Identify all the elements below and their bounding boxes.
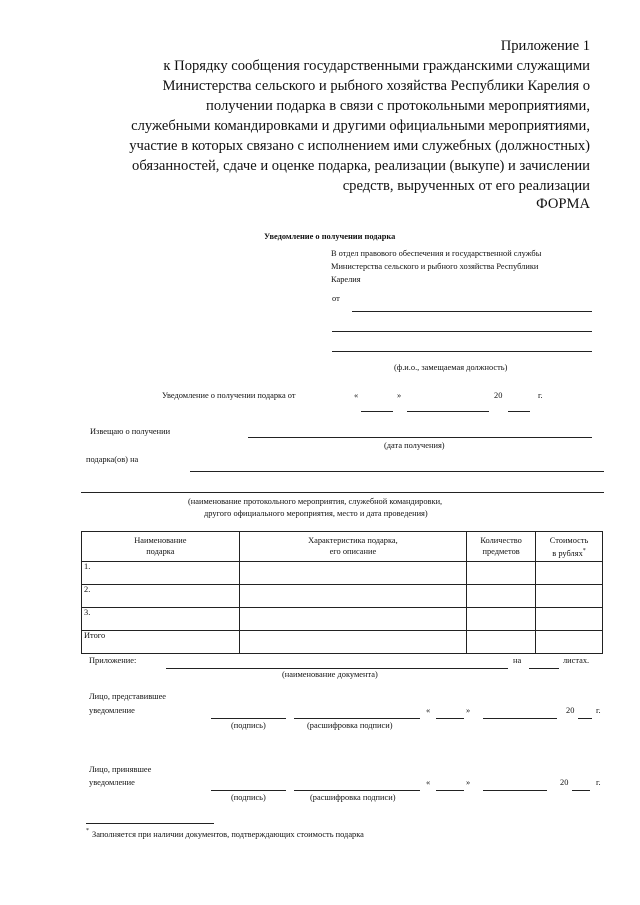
month-field[interactable] (483, 790, 547, 791)
on-label: на (513, 656, 522, 665)
footnote-mark: * (86, 828, 89, 834)
day-field[interactable] (436, 718, 464, 719)
quote-close: » (466, 706, 471, 715)
year-suffix: г. (538, 391, 543, 400)
header-line: Министерства сельского и рыбного хозяйства Республики Карелия о (162, 78, 590, 94)
day-field[interactable] (361, 411, 393, 412)
year-prefix: 20 (560, 778, 569, 787)
row-label: 3. (82, 608, 240, 631)
signature-field[interactable] (211, 718, 286, 719)
year-field[interactable] (508, 411, 530, 412)
table-cell[interactable] (467, 608, 536, 631)
notice-title: Уведомление о получении подарка (264, 232, 396, 241)
quote-close: » (466, 778, 471, 787)
table-cell[interactable] (239, 562, 466, 585)
footnote-text: Заполняется при наличии документов, подтверждающих стоимость подарка (92, 830, 364, 839)
table-cell[interactable] (239, 585, 466, 608)
quote-open: « (426, 706, 431, 715)
footnote-separator (86, 823, 214, 824)
row-label: 2. (82, 585, 240, 608)
recipient-line: Карелия (331, 275, 361, 284)
signature-caption: (подпись) (231, 721, 266, 730)
table-row (82, 608, 603, 631)
signature-field[interactable] (211, 790, 286, 791)
day-field[interactable] (436, 790, 464, 791)
informing-label: Извещаю о получении (90, 427, 171, 436)
presenter-label: Лицо, представившее (89, 692, 167, 701)
sheets-label: листах. (563, 656, 590, 665)
date-line-label: Уведомление о получении подарка от (162, 391, 296, 400)
year-prefix: 20 (566, 706, 575, 715)
year-suffix: г. (596, 706, 601, 715)
header-line: к Порядку сообщения государственными гражданскими служащими (163, 58, 590, 74)
recipient-line: В отдел правового обеспечения и государственной службы (331, 249, 542, 258)
signature-decode-field[interactable] (294, 718, 420, 719)
table-cell[interactable] (536, 585, 603, 608)
table-cell[interactable] (467, 562, 536, 585)
from-field-line-2[interactable] (332, 331, 592, 332)
table-header-row (82, 532, 603, 562)
signature-caption: (подпись) (231, 793, 266, 802)
header-line: средств, вырученных от его реализации (342, 178, 590, 194)
doc-caption: (наименование документа) (282, 670, 378, 679)
table-row (82, 631, 603, 654)
table-cell[interactable] (536, 608, 603, 631)
appendix-title: Приложение 1 (500, 38, 590, 54)
receipt-date-field[interactable] (248, 437, 592, 438)
year-field[interactable] (578, 718, 592, 719)
table-row (82, 562, 603, 585)
quote-open: « (426, 778, 431, 787)
acceptor-label: Лицо, принявшее (89, 765, 152, 774)
year-field[interactable] (572, 790, 590, 791)
table-cell[interactable] (536, 562, 603, 585)
form-label: ФОРМА (536, 196, 590, 212)
from-field-line[interactable] (352, 311, 592, 312)
header-line: обязанностей, сдаче и оценке подарка, реализации (выкупе) и зачислении (132, 158, 590, 174)
sheets-count-field[interactable] (529, 668, 559, 669)
month-field[interactable] (407, 411, 489, 412)
acceptor-label: уведомление (89, 778, 135, 787)
table-cell[interactable] (536, 631, 603, 654)
table-cell[interactable] (239, 608, 466, 631)
header-line: участие в которых связано с исполнением ими служебных (должностных) (129, 138, 590, 154)
from-field-line-3[interactable] (332, 351, 592, 352)
column-header: Характеристика подарка, его описание (239, 532, 466, 562)
month-field[interactable] (483, 718, 557, 719)
footnote-mark: * (582, 548, 586, 554)
from-label: от (332, 294, 340, 303)
column-header: Стоимость в рублях* (536, 532, 603, 562)
attachment-label: Приложение: (89, 656, 137, 665)
row-label: Итого (82, 631, 240, 654)
fio-caption: (ф.и.о., замещаемая должность) (394, 363, 508, 372)
table-cell[interactable] (467, 631, 536, 654)
quote-open: « (354, 391, 359, 400)
signature-decode-field[interactable] (294, 790, 420, 791)
event-caption: другого официального мероприятия, место и дата проведения) (204, 509, 428, 518)
attachment-doc-field[interactable] (166, 668, 508, 669)
gifts-on-label: подарка(ов) на (86, 455, 139, 464)
presenter-label: уведомление (89, 706, 135, 715)
year-prefix: 20 (494, 391, 503, 400)
recipient-line: Министерства сельского и рыбного хозяйства Республики (331, 262, 539, 271)
receipt-date-caption: (дата получения) (384, 441, 445, 450)
header-line: получении подарка в связи с протокольными мероприятиями, (206, 98, 590, 114)
gifts-table (81, 531, 603, 654)
table-cell[interactable] (467, 585, 536, 608)
event-caption: (наименование протокольного мероприятия, служебной командировки, (188, 497, 443, 506)
decode-caption: (расшифровка подписи) (307, 721, 393, 730)
column-header: Количество предметов (467, 532, 536, 562)
table-cell[interactable] (239, 631, 466, 654)
event-field-2[interactable] (81, 492, 604, 493)
row-label: 1. (82, 562, 240, 585)
table-row (82, 585, 603, 608)
quote-close: » (397, 391, 402, 400)
column-header: Наименование подарка (82, 532, 240, 562)
decode-caption: (расшифровка подписи) (310, 793, 396, 802)
event-field[interactable] (190, 471, 604, 472)
header-line: служебными командировками и другими официальными мероприятиями, (131, 118, 590, 134)
year-suffix: г. (596, 778, 601, 787)
